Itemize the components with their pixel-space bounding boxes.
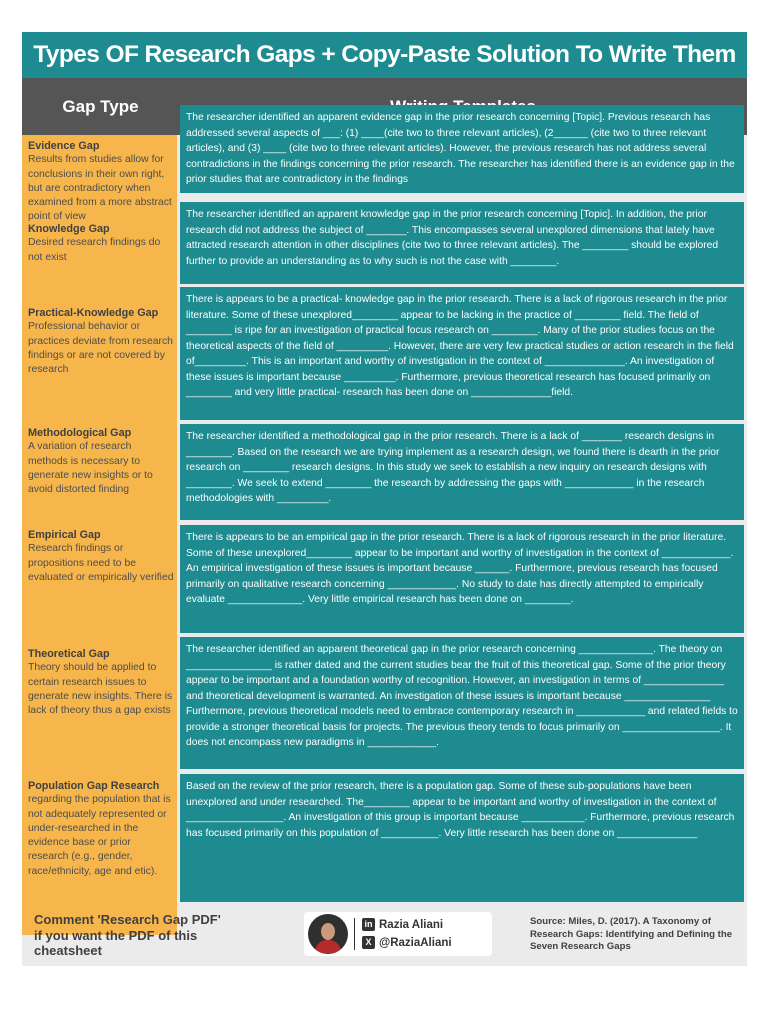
avatar <box>308 914 348 954</box>
x-icon: X <box>362 936 375 949</box>
gap-practical-knowledge <box>28 306 174 377</box>
avatar-face <box>321 923 335 940</box>
gap-name: Empirical Gap <box>28 529 101 541</box>
page-title: Types OF Research Gaps + Copy-Paste Solution To Write Them <box>22 32 747 78</box>
avatar-body <box>315 940 341 954</box>
author-card <box>304 912 492 956</box>
gap-description: A variation of research methods is necessary to generate new insights or to avoid distorted finding <box>28 441 153 496</box>
template-practical-knowledge: There is appears to be a practical- knowledge gap in the prior research. There is a lack of rigorous research in the prior literature. Some of these unexplored________ appear to be lacking in the practice of ________ field. The field of ________ is ripe for an investigation of practical focus research on ________. Many of the prior studies focus on the theoretical aspects of the field of _________. However, there are very few practical studies or action research in the field of_________. This is an important and worthy of investigation in the context of ______________. An investigation of these issues is important because _________. Furthermore, previous theoretical research has focused primarily on ________ and very little practical- research has been done on ______________field. <box>180 287 744 420</box>
template-evidence: The researcher identified an apparent evidence gap in the prior research concerning [Topic]. Previous research has addressed several aspects of ___: (1) ____(cite two to three relevant articles), (2______ (cite two to three relevant articles), and (3) ____ (cite two to three relevant articles). However, the previous research has not address several contradictions in the findings concerning the prior research. The researcher has identified there is an evidence gap in the prior studies that are contradictory in the findings <box>180 105 744 193</box>
gap-name: Evidence Gap <box>28 140 100 152</box>
gap-description: Results from studies allow for conclusions in their own right, but are contradictory when examined from a more abstract point of view <box>28 154 172 223</box>
gap-knowledge <box>28 222 174 265</box>
gap-empirical <box>28 528 174 585</box>
template-knowledge: The researcher identified an apparent knowledge gap in the prior research concerning [Topic]. In addition, the prior research did not address the subject of _______. This encompasses several unexplored dimensions that lately have attracted research attention in other disciplines (cite two to three relevant articles). The ________ should be explored further to provide an understanding as to why such is not the case with ________. <box>180 202 744 284</box>
template-population: Based on the review of the prior research, there is a population gap. Some of these sub-populations have been unexplored and under researched. The________ appear to be important and worthy of investigation in the context of _________________. An investigation of this group is important because ___________. Furthermore, previous research has focused primarily on this population of __________. Very little research has been done on ______________ <box>180 774 744 902</box>
gap-name: Population Gap Research <box>28 780 160 792</box>
x-handle: @RaziaAliani <box>379 937 452 949</box>
comment-callout: Comment 'Research Gap PDF' if you want the PDF of this cheatsheet <box>34 912 221 958</box>
gap-description: Desired research findings do not exist <box>28 237 161 263</box>
linkedin-link[interactable] <box>362 917 443 933</box>
linkedin-name: Razia Aliani <box>379 919 444 931</box>
gap-name: Theoretical Gap <box>28 648 110 660</box>
gap-evidence <box>28 139 174 225</box>
template-methodological: The researcher identified a methodological gap in the prior research. There is a lack of _______ research designs in ________. Based on the research we are trying implement as a research design, we found there is dearth in the prior research on ________ research designs. In this study we seek to establish a new inquiry on research designs with ________. We seek to extend ________ the research by addressing the gaps with ____________ in the research methodologies with _________. <box>180 424 744 520</box>
source-citation: Source: Miles, D. (2017). A Taxonomy of Research Gaps: Identifying and Defining the Seven Research Gaps <box>530 916 733 952</box>
gap-population <box>28 779 174 879</box>
linkedin-icon: in <box>362 918 375 931</box>
gap-theoretical <box>28 647 174 718</box>
gap-type-header: Gap Type <box>62 97 139 116</box>
gap-description: Research findings or propositions need to be evaluated or empirically verified <box>28 543 174 583</box>
cheatsheet <box>22 32 747 966</box>
gap-name: Practical-Knowledge Gap <box>28 307 159 319</box>
gap-name: Knowledge Gap <box>28 223 110 235</box>
gap-description: Theory should be applied to certain research issues to generate new insights. There is lack of theory thus a gap exists <box>28 662 173 717</box>
x-link[interactable] <box>362 935 452 951</box>
gap-methodological <box>28 426 174 497</box>
gap-name: Methodological Gap <box>28 427 132 439</box>
gap-description: regarding the population that is not adequately represented or under-researched in the evidence base or prior research (e.g., gender, race/ethnicity, age and etic). <box>28 794 171 877</box>
gap-description: Professional behavior or practices deviate from research findings or are not covered by research <box>28 321 173 376</box>
template-theoretical: The researcher identified an apparent theoretical gap in the prior research concerning _____________. The theory on _______________ is rather dated and the current studies bear the fruit of this theoretical gap. Some of the prior theory appear to be important and a foundation worthy of recognition. However, an investigation in terms of ______________ and theoretical development is warranted. An investigation of these issues is important because _______________ Furthermore, previous theoretical models need to embrace contemporary research in ____________ and related fields to provide a stronger theoretical basis for projects. The previous theory tends to focus primarily on _________________. It does not encompass new paradigms in ____________. <box>180 637 744 769</box>
template-empirical: There is appears to be an empirical gap in the prior research. There is a lack of rigorous research in the prior literature. Some of these unexplored________ appear to be important and worthy of investigation in the context of ____________. An empirical investigation of these issues is important because ______. Furthermore, previous research has focused primarily on qualitative research concerning ____________. No study to date has directly attempted to empirically evaluate _____________. Very little empirical research has been done on ________. <box>180 525 744 633</box>
divider <box>354 918 355 950</box>
